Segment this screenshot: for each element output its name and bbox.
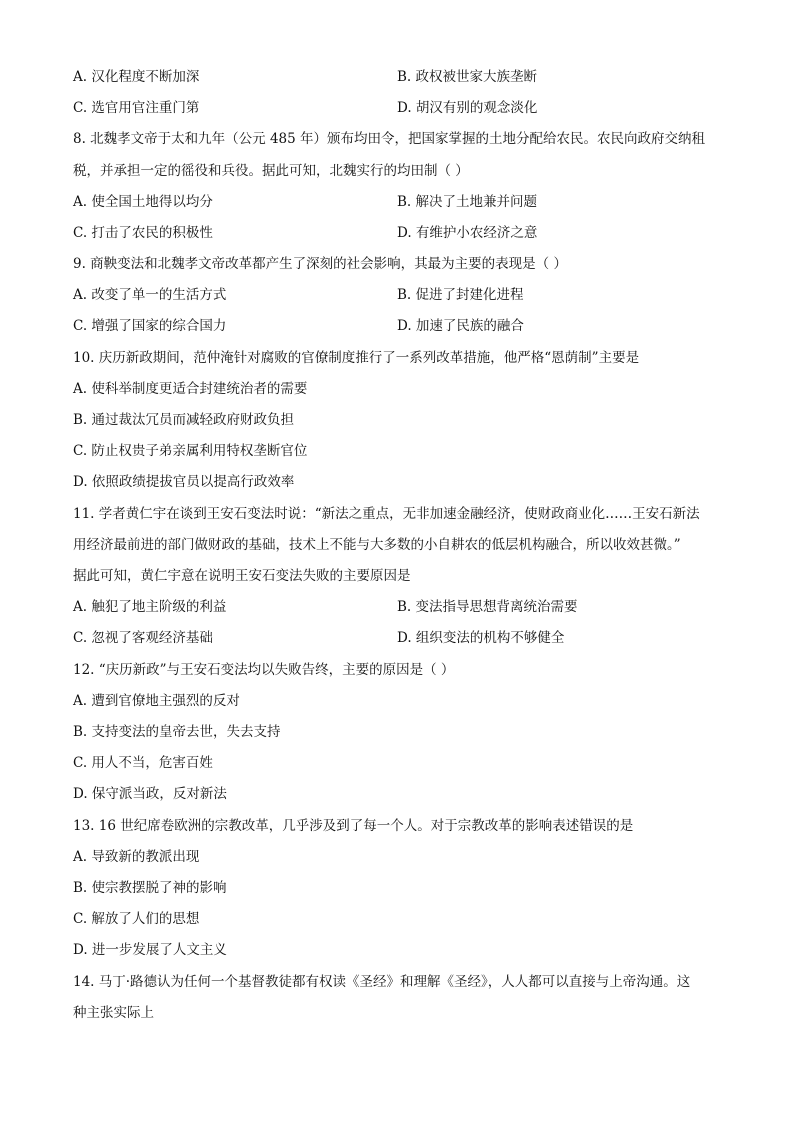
q11-option-b: B. 变法指导思想背离统治需要	[397, 599, 578, 615]
q12-option-c: C. 用人不当，危害百姓	[73, 755, 213, 771]
q8-stem-line-2: 税，并承担一定的徭役和兵役。据此可知，北魏实行的均田制（ ）	[73, 163, 469, 179]
q13-option-b: B. 使宗教摆脱了神的影响	[73, 880, 227, 896]
q14-stem-line-2: 种主张实际上	[73, 1005, 154, 1021]
q9-stem: 9. 商鞅变法和北魏孝文帝改革都产生了深刻的社会影响，其最为主要的表现是（ ）	[73, 256, 567, 272]
q13-stem: 13. 16 世纪席卷欧洲的宗教改革，几乎涉及到了每一个人。对于宗教改革的影响表述错误的是	[73, 818, 634, 834]
q10-option-d: D. 依照政绩提拔官员以提高行政效率	[73, 474, 295, 490]
q7-option-d: D. 胡汉有别的观念淡化	[397, 100, 538, 116]
q13-option-c: C. 解放了人们的思想	[73, 911, 200, 927]
q14-stem-line-1: 14. 马丁·路德认为任何一个基督教徒都有权读《圣经》和理解《圣经》，人人都可以直接与上帝沟通。这	[73, 974, 691, 990]
q7-option-c: C. 选官用官注重门第	[73, 100, 200, 116]
q10-option-a: A. 使科举制度更适合封建统治者的需要	[73, 381, 308, 397]
q13-option-d: D. 进一步发展了人文主义	[73, 942, 227, 958]
q11-option-c: C. 忽视了客观经济基础	[73, 630, 213, 646]
q9-option-d: D. 加速了民族的融合	[397, 318, 524, 334]
q12-option-b: B. 支持变法的皇帝去世，失去支持	[73, 724, 281, 740]
q7-option-a: A. 汉化程度不断加深	[73, 69, 200, 85]
q8-option-a: A. 使全国土地得以均分	[73, 194, 213, 210]
q13-option-a: A. 导致新的教派出现	[73, 849, 200, 865]
q9-option-a: A. 改变了单一的生活方式	[73, 287, 227, 303]
q9-option-c: C. 增强了国家的综合国力	[73, 318, 227, 334]
q9-option-b: B. 促进了封建化进程	[397, 287, 524, 303]
q11-stem-line-3: 据此可知，黄仁宇意在说明王安石变法失败的主要原因是	[73, 568, 411, 584]
q10-option-c: C. 防止权贵子弟亲属利用特权垄断官位	[73, 443, 308, 459]
q8-option-c: C. 打击了农民的积极性	[73, 225, 213, 241]
q11-option-a: A. 触犯了地主阶级的利益	[73, 599, 227, 615]
q11-stem-line-1: 11. 学者黄仁宇在谈到王安石变法时说：“新法之重点，无非加速金融经济，使财政商业化……王安石新法	[73, 506, 700, 522]
q8-option-d: D. 有维护小农经济之意	[397, 225, 538, 241]
q8-option-b: B. 解决了土地兼并问题	[397, 194, 538, 210]
q10-option-b: B. 通过裁汰冗员而减轻政府财政负担	[73, 412, 295, 428]
q11-stem-line-2: 用经济最前进的部门做财政的基础，技术上不能与大多数的小自耕农的低层机构融合，所以收效甚微。”	[73, 537, 681, 553]
q10-stem: 10. 庆历新政期间，范仲淹针对腐败的官僚制度推行了一系列改革措施，他严格“恩荫制”主要是	[73, 350, 640, 366]
q7-option-b: B. 政权被世家大族垄断	[397, 69, 538, 85]
q12-option-a: A. 遭到官僚地主强烈的反对	[73, 693, 240, 709]
q11-option-d: D. 组织变法的机构不够健全	[397, 630, 565, 646]
q8-stem-line-1: 8. 北魏孝文帝于太和九年（公元 485 年）颁布均田令，把国家掌握的土地分配给农民。农民向政府交纳租	[73, 131, 706, 147]
q12-stem: 12. “庆历新政”与王安石变法均以失败告终，主要的原因是（ ）	[73, 662, 455, 678]
q12-option-d: D. 保守派当政，反对新法	[73, 786, 227, 802]
